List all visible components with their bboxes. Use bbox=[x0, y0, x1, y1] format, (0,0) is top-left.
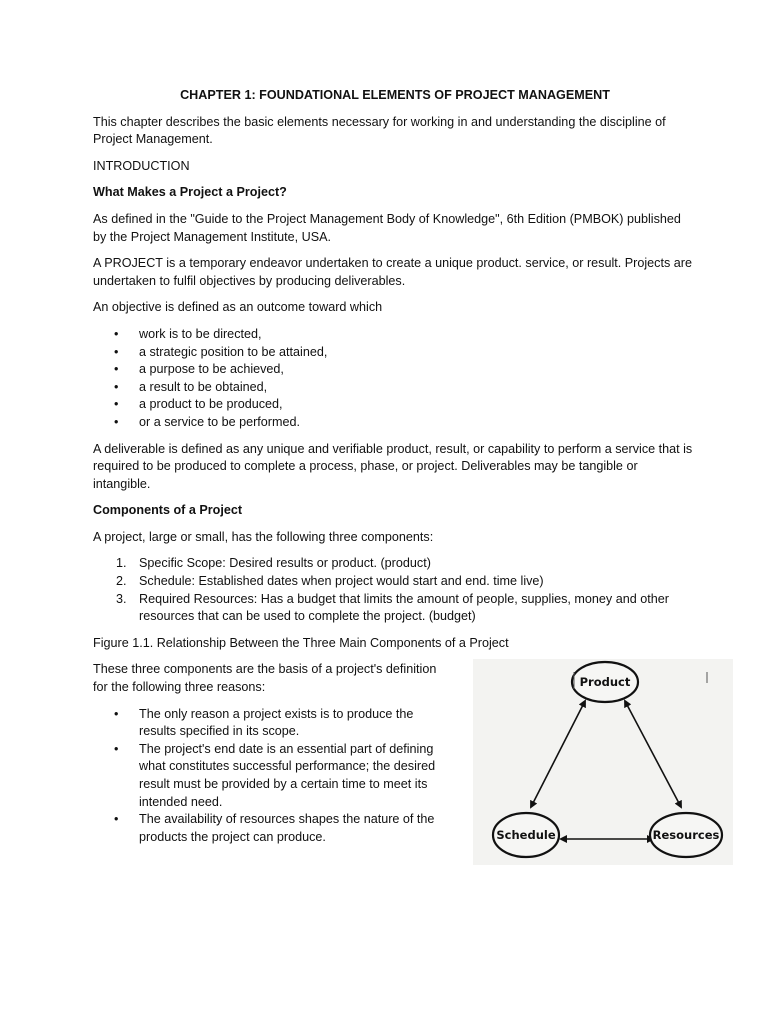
schedule-label: Schedule bbox=[496, 828, 556, 843]
list-item: • work is to be directed, bbox=[93, 326, 693, 344]
list-item: • a strategic position to be attained, bbox=[93, 344, 693, 362]
figure-side-text bbox=[93, 661, 453, 846]
list-item-text: Specific Scope: Desired results or product. (product) bbox=[139, 556, 431, 571]
list-item: • The only reason a project exists is to produce the results specified in its scope. bbox=[93, 706, 453, 741]
list-item bbox=[93, 591, 693, 626]
list-number: 1. bbox=[116, 556, 127, 571]
list-item: • a result to be obtained, bbox=[93, 379, 693, 397]
resources-label: Resources bbox=[652, 828, 720, 843]
triangle-diagram-svg bbox=[473, 659, 733, 865]
list-item-text: Required Resources: Has a budget that limits the amount of people, supplies, money and other resources that can be used to complete the project. (budget) bbox=[139, 591, 669, 624]
figure-section bbox=[93, 661, 720, 846]
document-body bbox=[93, 87, 720, 855]
list-number: 2. bbox=[116, 574, 127, 589]
arrow-product-schedule bbox=[531, 701, 585, 807]
list-item: • The availability of resources shapes the nature of the products the project can produce. bbox=[93, 811, 453, 846]
list-item bbox=[93, 573, 693, 591]
objective-list bbox=[93, 326, 693, 432]
deliverable-paragraph: A deliverable is defined as any unique and verifiable product, result, or capability to perform a service that is required to be produced to complete a process, phase, or project. Deliverables may be tangible or intangible. bbox=[93, 441, 693, 491]
basis-paragraph: These three components are the basis of a project's definition for the following three reasons: bbox=[93, 662, 437, 695]
arrow-product-resources bbox=[625, 701, 681, 807]
list-item: • The project's end date is an essential part of defining what constitutes successful performance; the desired result must be provided by a certain time to meet its intended need. bbox=[93, 741, 453, 811]
reasons-list bbox=[93, 706, 453, 847]
intro-paragraph: This chapter describes the basic elements necessary for working in and understanding the discipline of Project Management. bbox=[93, 114, 666, 147]
list-item: • a purpose to be achieved, bbox=[93, 361, 693, 379]
project-definition-paragraph: A PROJECT is a temporary endeavor undertaken to create a unique product. service, or result. Projects are undertaken to fulfil objectives by producing deliverables. bbox=[93, 256, 692, 288]
section-label: INTRODUCTION bbox=[93, 158, 190, 173]
list-item: • a product to be produced, bbox=[93, 396, 693, 414]
list-item: • or a service to be performed. bbox=[93, 414, 693, 432]
product-label: Product bbox=[579, 675, 631, 690]
components-intro: A project, large or small, has the following three components: bbox=[93, 529, 434, 544]
figure-caption: Figure 1.1. Relationship Between the Three Main Components of a Project bbox=[93, 635, 509, 650]
list-item-text: Schedule: Established dates when project would start and end. time live) bbox=[139, 574, 544, 589]
objective-intro: An objective is defined as an outcome toward which bbox=[93, 300, 383, 315]
components-list bbox=[93, 555, 693, 625]
heading-what-makes-a-project: What Makes a Project a Project? bbox=[93, 185, 287, 200]
pmbok-paragraph: As defined in the "Guide to the Project Management Body of Knowledge", 6th Edition (PMBOK) published by the Project Management Institute, USA. bbox=[93, 211, 681, 244]
list-item bbox=[93, 555, 693, 573]
triangle-diagram bbox=[473, 659, 733, 865]
chapter-title: CHAPTER 1: FOUNDATIONAL ELEMENTS OF PROJECT MANAGEMENT bbox=[180, 88, 610, 102]
heading-components: Components of a Project bbox=[93, 503, 243, 518]
list-number: 3. bbox=[116, 591, 127, 606]
